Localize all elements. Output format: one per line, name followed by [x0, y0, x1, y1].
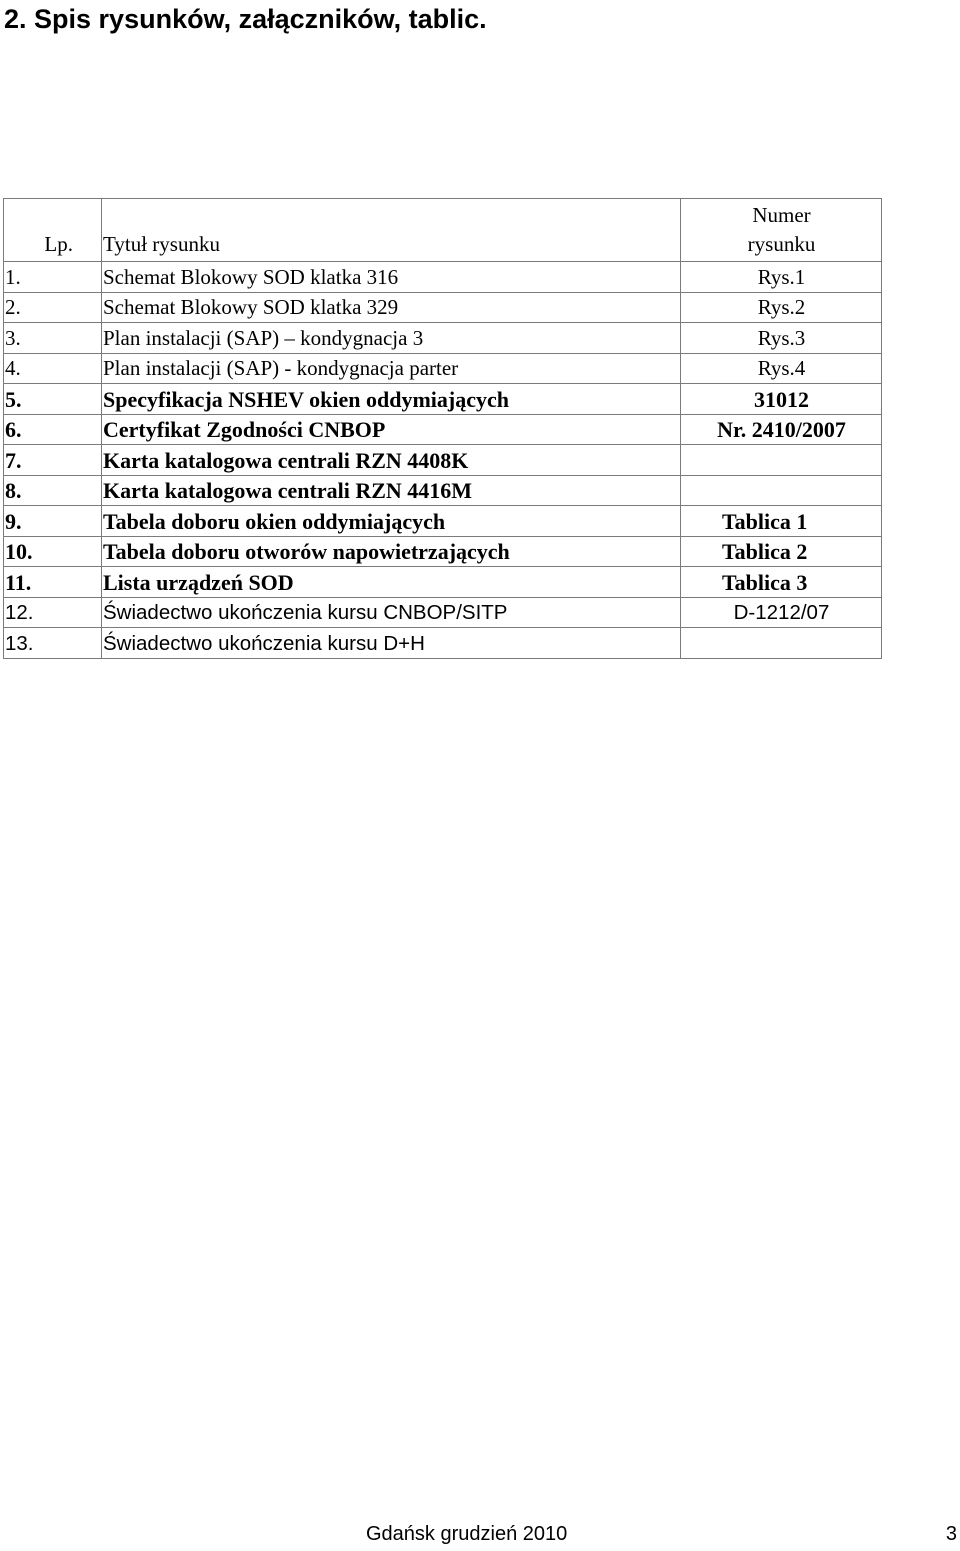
- row-number: D-1212/07: [681, 597, 882, 628]
- header-number: [681, 199, 882, 262]
- row-title: Schemat Blokowy SOD klatka 329: [102, 292, 681, 323]
- row-lp: 4.: [4, 353, 102, 384]
- row-title: Tabela doboru otworów napowietrzających: [102, 536, 681, 567]
- row-title: Karta katalogowa centrali RZN 4416M: [102, 475, 681, 506]
- row-title: Certyfikat Zgodności CNBOP: [102, 414, 681, 445]
- row-lp: 1.: [4, 262, 102, 293]
- header-number-line1: Numer: [752, 203, 811, 227]
- row-title: Specyfikacja NSHEV okien oddymiających: [102, 384, 681, 415]
- header-lp: Lp.: [4, 199, 102, 262]
- row-lp: 12.: [4, 597, 102, 628]
- row-lp: 2.: [4, 292, 102, 323]
- table-row: [4, 384, 882, 415]
- row-number: Rys.2: [681, 292, 882, 323]
- table-row: [4, 414, 882, 445]
- row-number: [681, 628, 882, 659]
- row-lp: 3.: [4, 323, 102, 354]
- row-number: Rys.1: [681, 262, 882, 293]
- header-title: Tytuł rysunku: [102, 199, 681, 262]
- row-number: Rys.3: [681, 323, 882, 354]
- table-row: [4, 536, 882, 567]
- row-lp: 8.: [4, 475, 102, 506]
- drawings-list-table: [3, 198, 882, 659]
- table-row: [4, 445, 882, 476]
- section-heading: 2. Spis rysunków, załączników, tablic.: [4, 4, 487, 34]
- row-number: Rys.4: [681, 353, 882, 384]
- row-lp: 5.: [4, 384, 102, 415]
- row-number: [681, 445, 882, 476]
- footer-place-date: Gdańsk grudzień 2010: [366, 1523, 568, 1545]
- row-number: Nr. 2410/2007: [681, 414, 882, 445]
- table-row: [4, 353, 882, 384]
- row-number: Tablica 3: [681, 567, 882, 598]
- row-title: Świadectwo ukończenia kursu D+H: [102, 628, 681, 659]
- table-row: [4, 475, 882, 506]
- row-title: Lista urządzeń SOD: [102, 567, 681, 598]
- table-row: [4, 323, 882, 354]
- row-lp: 9.: [4, 506, 102, 537]
- row-lp: 6.: [4, 414, 102, 445]
- row-number: [681, 475, 882, 506]
- page-number: 3: [945, 1523, 957, 1545]
- row-lp: 10.: [4, 536, 102, 567]
- row-number: Tablica 2: [681, 536, 882, 567]
- row-title: Plan instalacji (SAP) – kondygnacja 3: [102, 323, 681, 354]
- row-lp: 11.: [4, 567, 102, 598]
- row-number: Tablica 1: [681, 506, 882, 537]
- table-row: [4, 567, 882, 598]
- row-lp: 7.: [4, 445, 102, 476]
- row-title: Schemat Blokowy SOD klatka 316: [102, 262, 681, 293]
- table-row: [4, 292, 882, 323]
- table-row: [4, 597, 882, 628]
- table-row: [4, 262, 882, 293]
- header-number-line2: rysunku: [747, 232, 816, 256]
- row-title: Świadectwo ukończenia kursu CNBOP/SITP: [102, 597, 681, 628]
- row-lp: 13.: [4, 628, 102, 659]
- table-row: [4, 628, 882, 659]
- row-title: Tabela doboru okien oddymiających: [102, 506, 681, 537]
- table-header-row: [4, 199, 882, 262]
- table-row: [4, 506, 882, 537]
- row-title: Karta katalogowa centrali RZN 4408K: [102, 445, 681, 476]
- row-number: 31012: [681, 384, 882, 415]
- row-title: Plan instalacji (SAP) - kondygnacja parter: [102, 353, 681, 384]
